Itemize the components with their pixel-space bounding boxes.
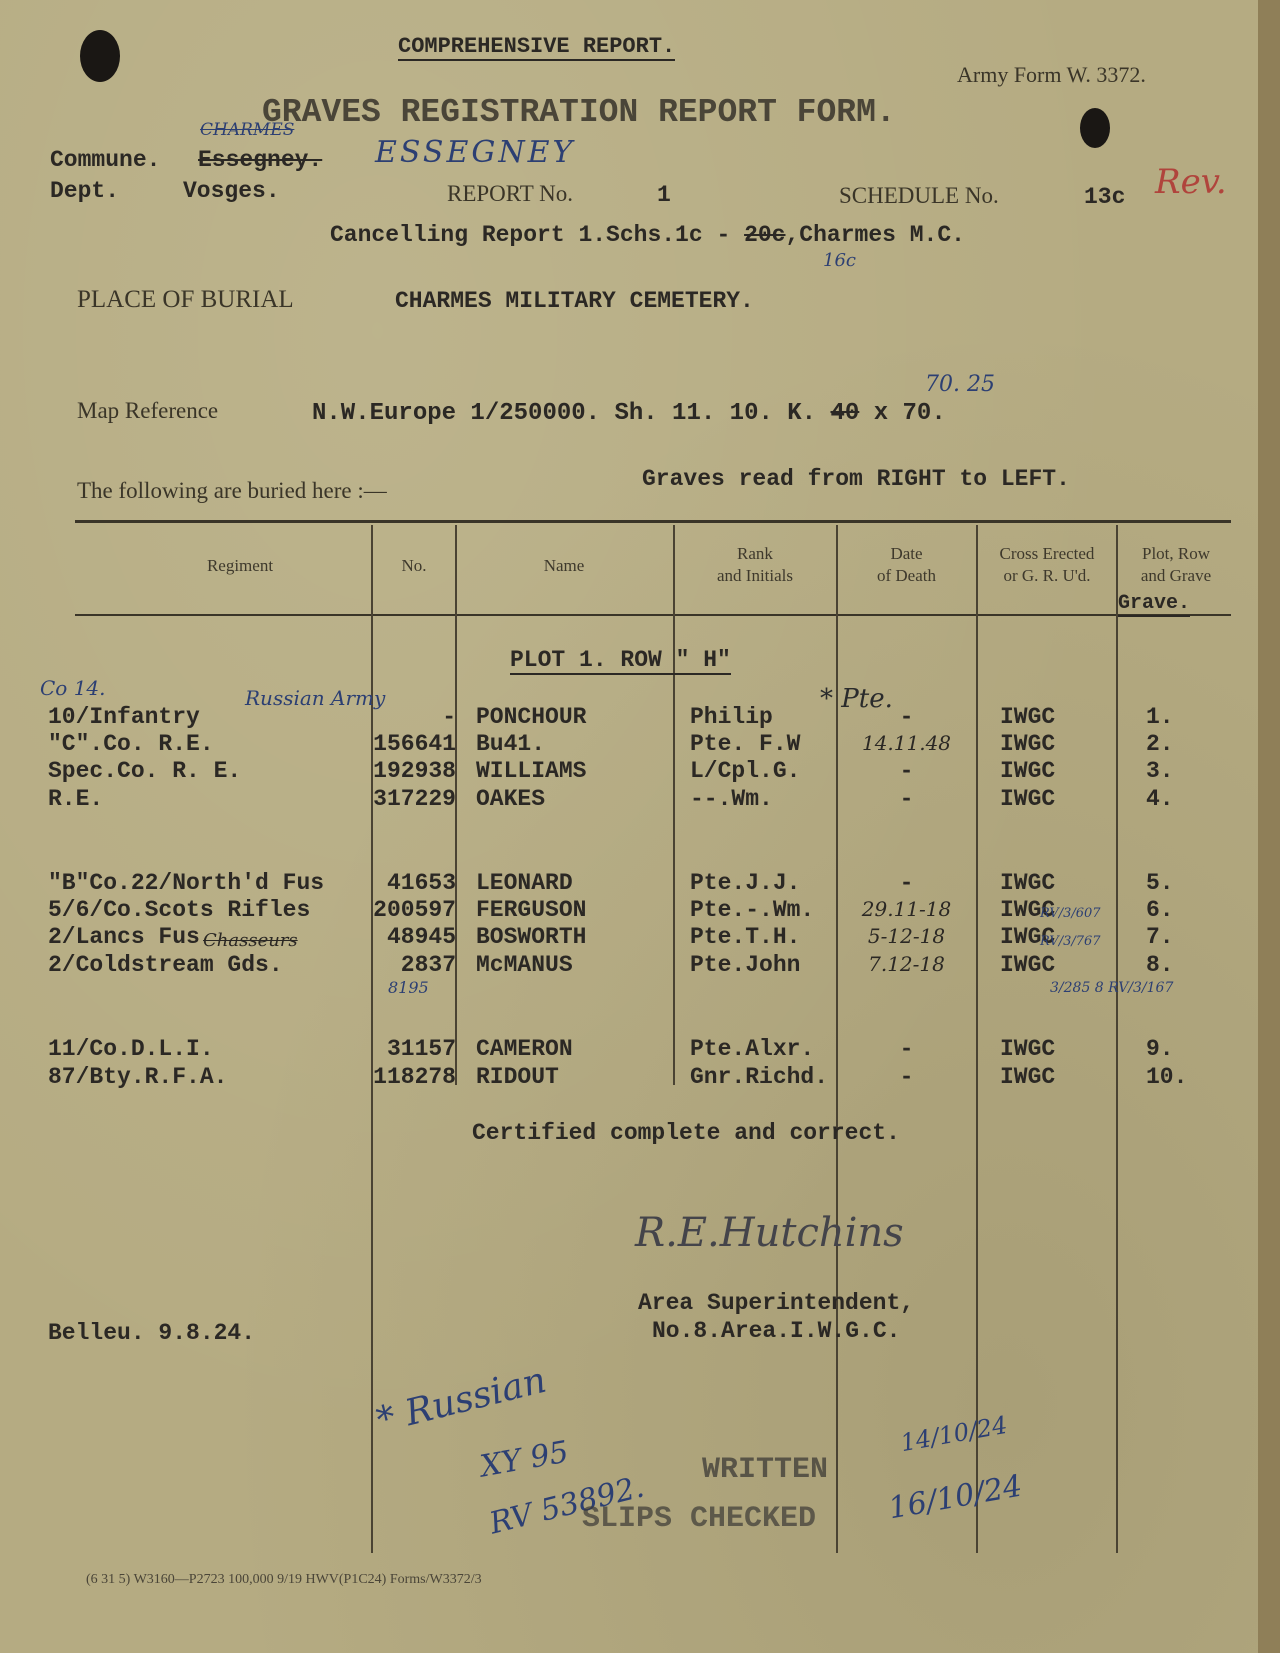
col-header-date bbox=[838, 543, 975, 587]
table-row bbox=[0, 952, 1258, 980]
cell-regiment: "B"Co.22/North'd Fus bbox=[48, 870, 325, 896]
map-reference-prefix: N.W.Europe 1/250000. Sh. 11. 10. K. bbox=[312, 400, 817, 427]
annotation-ref-6: RV/3/607 bbox=[1040, 906, 1101, 921]
cell-regiment: 11/Co.D.L.I. bbox=[48, 1036, 214, 1062]
cell-regiment: Spec.Co. R. E. bbox=[48, 758, 242, 784]
col-header-plot bbox=[1118, 543, 1234, 587]
cancelling-suffix: ,Charmes M.C. bbox=[785, 222, 965, 248]
col-header-rank bbox=[675, 543, 835, 587]
cancelling-struck: 20c bbox=[744, 222, 786, 248]
report-number-label: REPORT No. bbox=[447, 181, 573, 206]
cell-date: - bbox=[899, 786, 914, 812]
cell-date: - bbox=[899, 1064, 914, 1090]
annotation-no-8195: 8195 bbox=[388, 978, 429, 997]
cell-date: 14.11.48 bbox=[861, 731, 952, 755]
col-cross-1: Cross Erected bbox=[999, 544, 1095, 563]
ink-blot-top-left bbox=[80, 30, 120, 82]
schedule-number-value: 13c bbox=[1084, 184, 1126, 210]
map-reference-struck: 40 bbox=[830, 400, 860, 427]
table-header-rule bbox=[75, 614, 1231, 616]
graves-direction: Graves read from RIGHT to LEFT. bbox=[642, 466, 1070, 492]
buried-here-label: The following are buried here :— bbox=[77, 478, 387, 503]
dept-value: Vosges. bbox=[183, 178, 280, 204]
cell-name: RIDOUT bbox=[476, 1064, 559, 1090]
col-plot-1: Plot, Row bbox=[1141, 544, 1211, 563]
initials-date-1: 14/10/24 bbox=[898, 1410, 1010, 1458]
cell-date: 29.11-18 bbox=[861, 897, 952, 921]
schedule-number-label: SCHEDULE No. bbox=[839, 183, 999, 208]
col-plot-2: and Grave bbox=[1140, 566, 1212, 585]
cell-no: 31157 bbox=[386, 1036, 456, 1062]
cell-date: - bbox=[899, 1036, 914, 1062]
col-regiment: Regiment bbox=[206, 556, 274, 575]
cell-grave: 9. bbox=[1146, 1036, 1174, 1062]
army-form-number: Army Form W. 3372. bbox=[957, 62, 1146, 87]
cell-name: OAKES bbox=[476, 786, 546, 812]
revision-note: Rev. bbox=[1155, 162, 1227, 202]
cell-rank: Pte.Alxr. bbox=[690, 1036, 815, 1062]
place-and-date: Belleu. 9.8.24. bbox=[48, 1320, 256, 1346]
cell-grave: 1. bbox=[1146, 704, 1174, 730]
col-date-1: Date bbox=[890, 544, 923, 563]
cell-regiment: 10/Infantry bbox=[48, 704, 200, 730]
cell-no: 2837 bbox=[400, 952, 456, 978]
map-reference-hand: 70. 25 bbox=[925, 372, 995, 397]
map-reference-suffix: x 70. bbox=[873, 400, 946, 427]
table-row bbox=[0, 704, 1258, 732]
table-row bbox=[0, 1036, 1258, 1064]
comprehensive-report-heading: COMPREHENSIVE REPORT. bbox=[398, 34, 676, 59]
cell-cross: IWGC bbox=[1000, 731, 1056, 757]
cell-no: 41653 bbox=[386, 870, 456, 896]
xy-note: XY 95 bbox=[477, 1434, 572, 1485]
cell-rank: Pte.T.H. bbox=[690, 924, 801, 950]
cell-rank: Gnr.Richd. bbox=[690, 1064, 829, 1090]
col-rank-2: and Initials bbox=[716, 566, 793, 585]
dept-label: Dept. bbox=[50, 178, 120, 204]
cell-grave: 10. bbox=[1146, 1064, 1188, 1090]
cell-name: BOSWORTH bbox=[476, 924, 587, 950]
cell-name: McMANUS bbox=[476, 952, 573, 978]
cell-cross: IWGC bbox=[1000, 870, 1056, 896]
map-reference-label: Map Reference bbox=[77, 398, 219, 423]
cancelling-hand-correction: 16c bbox=[823, 250, 856, 271]
cell-name: Bu41. bbox=[476, 731, 546, 757]
table-row bbox=[0, 786, 1258, 814]
commune-struck-hand: CHARMES bbox=[200, 120, 295, 140]
cell-grave: 5. bbox=[1146, 870, 1174, 896]
cell-rank: Philip bbox=[690, 704, 773, 730]
cell-regiment: 5/6/Co.Scots Rifles bbox=[48, 897, 311, 923]
cell-no: 200597 bbox=[373, 897, 456, 923]
form-print-footer: (6 31 5) W3160—P2723 100,000 9/19 HWV(P1C24) Forms/W3372/3 bbox=[86, 1572, 482, 1587]
annotation-pte: * Pte. bbox=[820, 684, 893, 714]
table-top-rule bbox=[75, 520, 1231, 523]
table-row bbox=[0, 1064, 1258, 1092]
cell-grave: 6. bbox=[1146, 897, 1174, 923]
commune-hand-value: ESSEGNEY bbox=[375, 135, 576, 170]
cell-grave: 3. bbox=[1146, 758, 1174, 784]
annotation-ref-7: RV/3/767 bbox=[1040, 934, 1101, 949]
stamp-written: WRITTEN bbox=[702, 1453, 829, 1487]
cell-no: - bbox=[442, 704, 456, 730]
annotation-co14: Co 14. bbox=[40, 676, 106, 700]
cell-cross: IWGC bbox=[1000, 897, 1056, 923]
col-name: Name bbox=[543, 556, 585, 575]
cell-rank: --.Wm. bbox=[690, 786, 773, 812]
cell-name: CAMERON bbox=[476, 1036, 573, 1062]
stamp-slips-checked: SLIPS CHECKED bbox=[582, 1502, 817, 1536]
col-plot-grave: Grave. bbox=[1118, 592, 1191, 615]
cell-regiment: 2/Coldstream Gds. bbox=[48, 952, 283, 978]
russian-note: * Russian bbox=[372, 1359, 551, 1442]
annotation-russian-army: Russian Army bbox=[245, 686, 386, 710]
col-header-regiment bbox=[140, 555, 340, 577]
rv-note: RV 53892. bbox=[486, 1469, 648, 1542]
annotation-chasseurs: Chasseurs bbox=[203, 930, 298, 951]
plot-row-heading: PLOT 1. ROW " H" bbox=[510, 647, 731, 673]
area-superintendent-1: Area Superintendent, bbox=[638, 1290, 915, 1316]
certified-line: Certified complete and correct. bbox=[472, 1120, 900, 1146]
cell-no: 156641 bbox=[373, 731, 456, 757]
table-row bbox=[0, 758, 1258, 786]
col-cross-2: or G. R. U'd. bbox=[1003, 566, 1091, 585]
cell-cross: IWGC bbox=[1000, 924, 1056, 950]
col-header-no bbox=[373, 555, 455, 577]
initials-date-2: 16/10/24 bbox=[885, 1468, 1025, 1527]
cell-date: 7.12-18 bbox=[868, 952, 945, 976]
cell-regiment: 87/Bty.R.F.A. bbox=[48, 1064, 228, 1090]
col-header-name bbox=[457, 555, 671, 577]
place-of-burial-value: CHARMES MILITARY CEMETERY. bbox=[395, 288, 754, 314]
col-rank-1: Rank bbox=[737, 544, 773, 563]
col-header-cross bbox=[978, 543, 1116, 587]
report-number-value: 1 bbox=[657, 182, 671, 208]
cell-rank: Pte.J.J. bbox=[690, 870, 801, 896]
cell-date: - bbox=[899, 758, 914, 784]
cell-grave: 2. bbox=[1146, 731, 1174, 757]
commune-typed-value: Essegney. bbox=[198, 147, 323, 173]
cell-cross: IWGC bbox=[1000, 786, 1056, 812]
cell-regiment: 2/Lancs Fus bbox=[48, 924, 200, 950]
form-title: GRAVES REGISTRATION REPORT FORM. bbox=[262, 94, 896, 131]
cell-grave: 7. bbox=[1146, 924, 1174, 950]
cell-cross: IWGC bbox=[1000, 758, 1056, 784]
annotation-ref-8: 3/285 8 RV/3/167 bbox=[1050, 980, 1174, 996]
cell-no: 317229 bbox=[373, 786, 456, 812]
cell-date: - bbox=[899, 870, 914, 896]
cell-no: 48945 bbox=[386, 924, 456, 950]
cell-regiment: "C".Co. R.E. bbox=[48, 731, 214, 757]
cell-cross: IWGC bbox=[1000, 704, 1056, 730]
cell-rank: L/Cpl.G. bbox=[690, 758, 801, 784]
cell-grave: 4. bbox=[1146, 786, 1174, 812]
table-row bbox=[0, 731, 1258, 759]
cell-name: FERGUSON bbox=[476, 897, 587, 923]
cell-regiment: R.E. bbox=[48, 786, 104, 812]
cell-name: LEONARD bbox=[476, 870, 573, 896]
cell-cross: IWGC bbox=[1000, 1036, 1056, 1062]
cell-date: - bbox=[899, 704, 914, 730]
cancelling-report-line bbox=[330, 222, 965, 248]
commune-label: Commune. bbox=[50, 147, 161, 173]
signature: R.E.Hutchins bbox=[635, 1210, 904, 1256]
cell-rank: Pte. F.W bbox=[690, 731, 801, 757]
area-superintendent-2: No.8.Area.I.W.G.C. bbox=[652, 1318, 901, 1344]
cell-no: 192938 bbox=[373, 758, 456, 784]
cell-grave: 8. bbox=[1146, 952, 1174, 978]
cell-cross: IWGC bbox=[1000, 1064, 1056, 1090]
cell-name: WILLIAMS bbox=[476, 758, 587, 784]
cell-date: 5-12-18 bbox=[867, 924, 946, 948]
col-no: No. bbox=[401, 556, 427, 575]
cell-rank: Pte.-.Wm. bbox=[690, 897, 815, 923]
cell-cross: IWGC bbox=[1000, 952, 1056, 978]
cell-no: 118278 bbox=[373, 1064, 456, 1090]
cell-rank: Pte.John bbox=[690, 952, 801, 978]
table-row bbox=[0, 870, 1258, 898]
place-of-burial-label: PLACE OF BURIAL bbox=[77, 286, 294, 313]
map-reference-line bbox=[312, 400, 946, 427]
col-date-2: of Death bbox=[876, 566, 936, 585]
cell-name: PONCHOUR bbox=[476, 704, 587, 730]
ink-blot-top-right bbox=[1080, 108, 1110, 148]
cancelling-prefix: Cancelling Report 1.Schs.1c - bbox=[330, 222, 731, 248]
